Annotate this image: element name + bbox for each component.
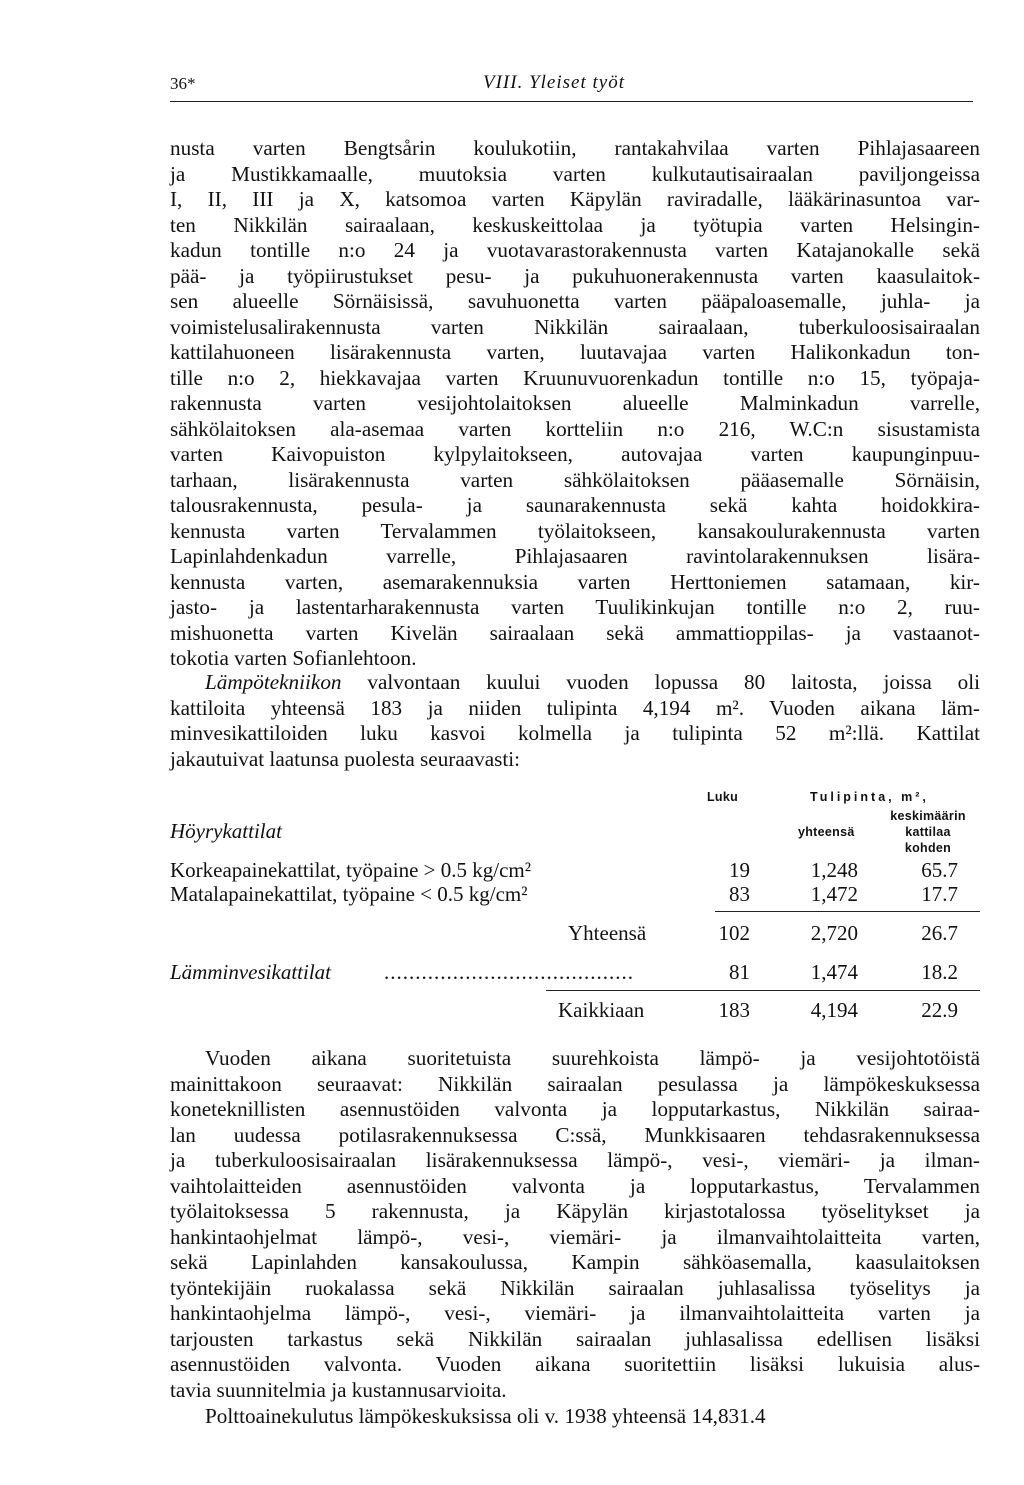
section-label-lamminvesi: Lämminvesikattilat bbox=[170, 960, 331, 984]
boiler-table bbox=[170, 784, 980, 1034]
paragraph-buildings bbox=[170, 136, 980, 672]
paragraph-line: kattilahuoneen lisärakennusta varten, luutavajaa varten Halikonkadun ton- bbox=[170, 340, 980, 364]
paragraph-line: ja tuberkuloosisairaalan lisärakennuksessa lämpö-, vesi-, viemäri- ja ilman- bbox=[170, 1148, 980, 1172]
subtotal-rule bbox=[715, 911, 980, 912]
header-luku: Luku bbox=[707, 790, 739, 804]
paragraph-line: tille n:o 2, hiekkavajaa varten Kruunuvuorenkadun tontille n:o 15, työpaja- bbox=[170, 365, 980, 390]
paragraph-line: tarhaan, lisärakennusta varten sähkölaitoksen pääasemalle Sörnäisin, bbox=[170, 467, 980, 492]
paragraph-line: sen alueelle Sörnäisissä, savuhuonetta varten pääpaloasemalle, juhla- ja bbox=[170, 289, 980, 313]
paragraph-line: Vuoden aikana suoritetuista suurehkoista lämpö- ja vesijohtotöistä bbox=[205, 1046, 980, 1070]
paragraph-line: ten Nikkilän sairaalaan, keskuskeittolaa ja työtupia varten Helsingin- bbox=[170, 212, 980, 237]
lamminvesi-keskim: 18.2 bbox=[921, 960, 958, 984]
lead-italic: Lämpötekniikon bbox=[205, 670, 342, 694]
paragraph-line: kennusta varten Tervalammen työlaitokseen, kansakoulurakennusta varten bbox=[170, 518, 980, 543]
header-yhteensa: yhteensä bbox=[798, 825, 855, 839]
row-yhteensa: 1,248 bbox=[810, 858, 858, 882]
paragraph-line: pää- ja työpiirustukset pesu- ja pukuhuonerakennusta varten kaasulaitok- bbox=[170, 263, 980, 288]
paragraph-line: nusta varten Bengtsårin koulukotiin, rantakahvilaa varten Pihlajasaareen bbox=[170, 136, 980, 160]
paragraph-line: tavia suunnitelmia ja kustannusarvioita. bbox=[170, 1377, 507, 1402]
paragraph-line: kennusta varten, asemarakennuksia varten Herttoniemen satamaan, kir- bbox=[170, 569, 980, 594]
page-number: 36* bbox=[170, 74, 196, 93]
subtotal-keskim: 26.7 bbox=[921, 921, 958, 945]
paragraph-line: mainittakoon seuraavat: Nikkilän sairaalan pesulassa ja lämpökeskuksessa bbox=[170, 1071, 980, 1096]
paragraph-line: hankintaohjelma lämpö-, vesi-, viemäri- ja ilmanvaihtolaitteita varten ja bbox=[170, 1301, 980, 1325]
paragraph-line: rakennusta varten vesijohtolaitoksen alueelle Malminkadun varrelle, bbox=[170, 391, 980, 415]
row-luku: 83 bbox=[729, 882, 750, 906]
paragraph-line bbox=[170, 670, 980, 696]
paragraph-line: Polttoainekulutus lämpökeskuksissa oli v. 1938 yhteensä 14,831.4 bbox=[205, 1404, 766, 1428]
row-luku: 19 bbox=[729, 858, 750, 882]
header-kattilaa: kattilaa bbox=[905, 825, 951, 839]
total-yhteensa: 4,194 bbox=[810, 998, 858, 1022]
paragraph-line: sekä Lapinlahden kansakoulussa, Kampin sähköasemalla, kaasulaitoksen bbox=[170, 1250, 980, 1274]
lamminvesi-luku: 81 bbox=[729, 960, 750, 984]
paragraph-line: voimistelusalirakennusta varten Nikkilän sairaalaan, tuberkuloosisairaalan bbox=[170, 314, 980, 339]
paragraph-line: I, II, III ja X, katsomoa varten Käpylän raviradalle, lääkärinasuntoa var- bbox=[170, 187, 980, 211]
paragraph-line: tarjousten tarkastus sekä Nikkilän sairaalan juhlasalissa edellisen lisäksi bbox=[170, 1326, 980, 1351]
paragraph-line: jasto- ja lastentarharakennusta varten Tuulikinkujan tontille n:o 2, ruu- bbox=[170, 595, 980, 619]
subtotal-yhteensa: 2,720 bbox=[810, 921, 858, 945]
subtotal-luku: 102 bbox=[718, 921, 750, 945]
paragraph-boilers-intro bbox=[170, 670, 980, 772]
paragraph-line: tokotia varten Sofianlehtoon. bbox=[170, 646, 417, 670]
paragraph-line: lan uudessa potilasrakennuksessa C:ssä, Munkkisaaren tehdasrakennuksessa bbox=[170, 1122, 980, 1147]
row-keskim: 65.7 bbox=[921, 858, 958, 882]
subtotal-label: Yhteensä bbox=[568, 921, 647, 945]
header-keskimaarin: keskimäärin bbox=[890, 809, 966, 823]
paragraph-line: hankintaohjelmat lämpö-, vesi-, viemäri- ja ilmanvaihtolaitteita varten, bbox=[170, 1224, 980, 1249]
paragraph-line: Lapinlahdenkadun varrelle, Pihlajasaaren ravintolarakennuksen lisära- bbox=[170, 544, 980, 568]
paragraph-fuel bbox=[170, 1404, 980, 1430]
row-label: Matalapainekattilat, työpaine < 0.5 kg/cm² bbox=[170, 882, 528, 906]
paragraph-line: varten Kaivopuiston kylpylaitokseen, autovajaa varten kaupunginpuu- bbox=[170, 442, 980, 466]
row-yhteensa: 1,472 bbox=[810, 882, 858, 906]
leader-dots: ........................................ bbox=[384, 960, 634, 984]
total-keskim: 22.9 bbox=[921, 998, 958, 1022]
paragraph-line: työntekijäin ruokalassa sekä Nikkilän sairaalan juhlasalissa työselitys ja bbox=[170, 1275, 980, 1300]
header-kohden: kohden bbox=[904, 841, 952, 855]
paragraph-line: mishuonetta varten Kivelän sairaalaan sekä ammattioppilas- ja vastaanot- bbox=[170, 620, 980, 645]
paragraph-line: sähkölaitoksen ala-asemaa varten kortteliin n:o 216, W.C:n sisustamista bbox=[170, 416, 980, 441]
row-keskim: 17.7 bbox=[921, 882, 958, 906]
page-header bbox=[170, 74, 980, 104]
paragraph-line: jakautuivat laatunsa puolesta seuraavasti: bbox=[170, 746, 521, 771]
paragraph-line: minvesikattiloiden luku kasvoi kolmella ja tulipinta 52 m²:llä. Kattilat bbox=[170, 721, 980, 745]
paragraph-line: kattiloita yhteensä 183 ja niiden tulipinta 4,194 m². Vuoden aikana läm- bbox=[170, 695, 980, 720]
total-luku: 183 bbox=[718, 998, 750, 1022]
header-rule bbox=[170, 101, 973, 102]
lamminvesi-yhteensa: 1,474 bbox=[810, 960, 858, 984]
paragraph-line: työlaitoksessa 5 rakennusta, ja Käpylän kirjastotalossa työselitykset ja bbox=[170, 1199, 980, 1223]
section-label-hoyry: Höyrykattilat bbox=[170, 819, 282, 843]
row-label: Korkeapainekattilat, työpaine > 0.5 kg/cm² bbox=[170, 858, 532, 882]
paragraph-line: ja Mustikkamaalle, muutoksia varten kulkutautisairaalan paviljongeissa bbox=[170, 161, 980, 186]
total-rule bbox=[546, 990, 980, 991]
paragraph-works bbox=[170, 1046, 980, 1403]
running-title: VIII. Yleiset työt bbox=[483, 72, 625, 93]
paragraph-line: kadun tontille n:o 24 ja vuotavarastorakennusta varten Katajanokalle sekä bbox=[170, 238, 980, 262]
paragraph-line: vaihtolaitteiden asennustöiden valvonta ja lopputarkastus, Tervalammen bbox=[170, 1173, 980, 1198]
paragraph-line: koneteknillisten asennustöiden valvonta ja lopputarkastus, Nikkilän sairaa- bbox=[170, 1097, 980, 1121]
paragraph-line: talousrakennusta, pesula- ja saunarakennusta sekä kahta hoidokkira- bbox=[170, 493, 980, 517]
total-label: Kaikkiaan bbox=[558, 998, 645, 1022]
line-text: valvontaan kuului vuoden lopussa 80 laitosta, joissa oli bbox=[341, 670, 980, 694]
paragraph-line: asennustöiden valvonta. Vuoden aikana suoritettiin lisäksi lukuisia alus- bbox=[170, 1352, 980, 1376]
header-tulipinta: Tulipinta, m², bbox=[810, 790, 929, 804]
